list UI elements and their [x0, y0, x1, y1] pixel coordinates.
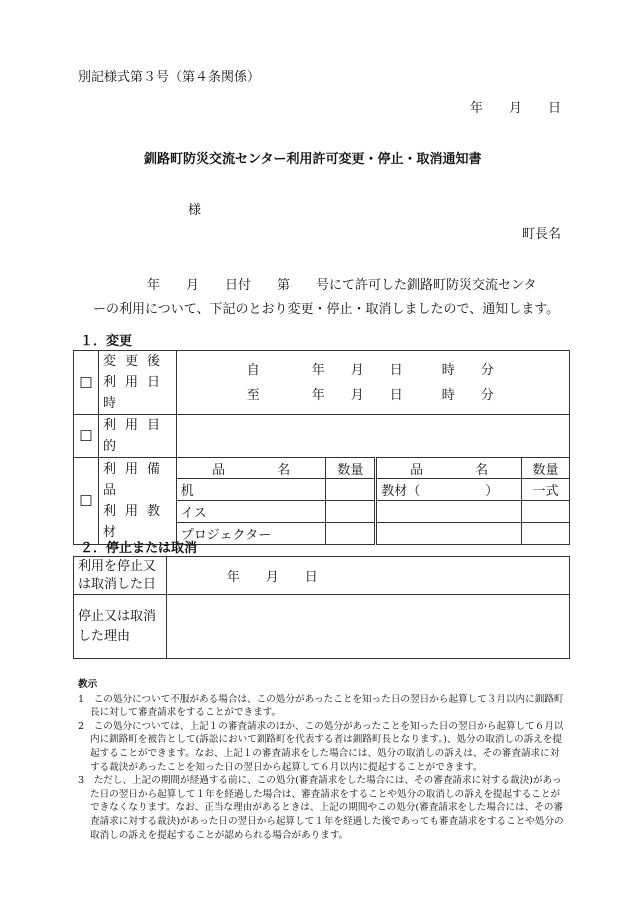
item-right-blank-2[interactable] [376, 523, 522, 545]
item-header-right: 品 名 [376, 458, 522, 479]
item-header-left: 品 名 [176, 458, 326, 479]
purpose-value[interactable] [176, 415, 569, 458]
form-number: 別記様式第３号（第４条関係） [78, 70, 261, 85]
stop-date-value[interactable]: 年 月 日 [166, 557, 569, 595]
qty-right-blank-2[interactable] [522, 523, 570, 545]
issuer-name: 町長名 [522, 227, 562, 242]
item-right-blank-1[interactable] [376, 501, 522, 523]
instructions-block [78, 678, 568, 842]
date-line: 年 月 日 [470, 101, 562, 116]
document-title: 釧路町防災交流センター利用許可変更・停止・取消通知書 [144, 152, 482, 167]
change-datetime-value[interactable]: 自 年 月 日 時 分 至 年 月 日 時 分 [176, 351, 569, 415]
item-desk: 机 [176, 479, 326, 501]
qty-desk[interactable] [326, 479, 376, 501]
instructions-title: 教示 [78, 679, 98, 690]
qty-header-left: 数量 [326, 458, 376, 479]
qty-right-blank-1[interactable] [522, 501, 570, 523]
qty-projector[interactable] [326, 523, 376, 545]
stop-date-label: 利用を停止又 は取消した日 [74, 557, 167, 595]
change-datetime-checkbox[interactable]: ☐ [74, 351, 99, 415]
equipment-checkbox[interactable]: ☐ [74, 458, 99, 545]
instruction-item-2: 2 この処分については、上記１の審査請求のほか、この処分があったことを知った日の翌日から起算して６月以内に釧路町を被告として(訴訟において釧路町を代表する者は釧路町長となります。)、処分の取消しの訴えを提起することができます。なお、上記１の審査請求をした場合には、処分の取消しの訴えは、その審査請求に対する裁決があったことを知った日の翌日から起算して６月以内に提起することができます。 [78, 720, 564, 773]
item-chair: イス [176, 501, 326, 523]
change-table [73, 350, 570, 545]
item-materials: 教材（ ） [376, 479, 522, 501]
stop-reason-value[interactable] [166, 595, 569, 659]
purpose-checkbox[interactable]: ☐ [74, 415, 99, 458]
change-datetime-label: 変更後 利用日時 [98, 351, 176, 415]
qty-header-right: 数量 [522, 458, 570, 479]
section-stop-heading: ２．停止または取消 [80, 541, 198, 556]
equipment-label: 利用備品 利用教材 [98, 458, 176, 545]
body-text-line-2: ーの利用について、下記のとおり変更・停止・取消しましたので、通知します。 [93, 302, 560, 317]
item-projector: プロジェクター [176, 523, 326, 545]
instruction-item-1: 1 この処分について不服がある場合は、この処分があったことを知った日の翌日から起算して３月以内に釧路町長に対して審査請求をすることができます。 [78, 693, 564, 719]
qty-chair[interactable] [326, 501, 376, 523]
stop-table [73, 556, 570, 659]
addressee-suffix: 様 [188, 203, 202, 218]
instruction-item-3: 3 ただし、上記の期間が経過する前に、この処分(審査請求をした場合には、その審査請求に対する裁決)があった日の翌日から起算して１年を経過した場合は、審査請求をすることや処分の取消しの訴えを提起することができなくなります。なお、正当な理由があるときは、上記の期間やこの処分(審査請求をした場合には、その審査請求に対する裁決)があった日の翌日から起算して１年を経過した後であっても審査請求をすることや処分の取消しの訴えを提起することが認められる場合があります。 [78, 775, 564, 841]
qty-materials: 一式 [522, 479, 570, 501]
section-change-heading: １．変更 [80, 334, 133, 349]
stop-reason-label: 停止又は取消 した理由 [74, 595, 167, 659]
purpose-label: 利用目的 [98, 415, 176, 458]
body-text-line-1: 年 月 日付 第 号にて許可した釧路町防災交流センタ [147, 278, 537, 293]
